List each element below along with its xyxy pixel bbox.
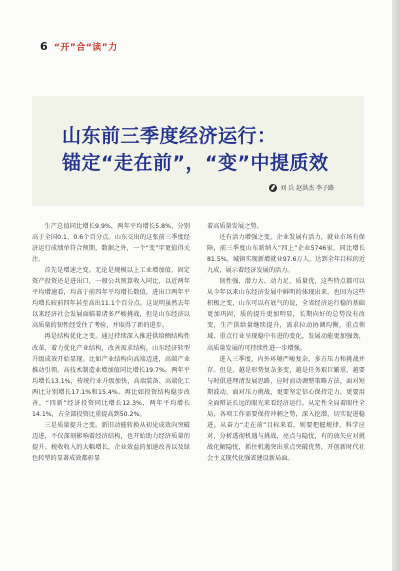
page-spine-shadow <box>392 0 400 571</box>
article-title-line1: 山东前三季度经济运行： <box>62 125 277 147</box>
page-number: 6 <box>40 40 48 53</box>
pen-icon <box>269 184 277 192</box>
article-title-line2: 锚定“走在前”，“变”中提质效 <box>62 152 329 174</box>
paragraph: 首先是增速之变。无论是规模以上工业增加值、固定资产投资还是进出口，一般公共预算收入同比，以近两年平均增速看，均高于前四年平均增长数值，进出口两年平均增长较前四年甚至高出11.1个百分点。这说明虽然去年以来经济社会发展面临着诸多严峻挑战，但是山东经济以高质量的韧性经受住了考验，并取得了新的进步。 <box>32 267 190 330</box>
title-block <box>32 96 364 206</box>
paragraph: 三是质量提升之变。新旧动能转换从初见成效向突破迈进，不仅深刻影响着经济结构，也开始助力经济质量的提升。税收收入的大幅增长，企业效益的加速改善以及绿色转型的显著成效都彰显 <box>32 421 190 462</box>
paragraph: 再是结构优化之变。通过持续深入推进供给侧结构性改革，着力优化产业结构，改善需求结构，山东经济转型升级成效开始显现。比如产业结构向高端迈进，高端产业推动引领，高技术制造业增加值同比增长19.7%，两年平均增长13.1%，传统行业升级加快，高端装备、高端化工两比分别增长17.1%和15.4%。再比如投资结构稳步改善，“四新”经济投资同比增长12.3%，两年平均增长14.1%，占全部投资比重提高到50.2%。 <box>32 333 190 418</box>
section-tag: “开”合“读”力 <box>54 43 118 53</box>
byline-authors: 刘 兵 赵洪杰 李子路 <box>280 185 334 192</box>
paragraph: 进入三季度，内外环境严峻复杂，多方压力和挑战并存。但是，越是形势复杂多变，越是任务艰巨繁重，越要与时俱进理清发展思路，应时而动调整策略方法，面对短期波动，面对压力挑战，更要坚定信心保持定力，更要用全面辩证长远的眼光来看经济运行。从定性全局着眼往全局，各项工作需要保持冲刺之势，深入挖潜，切实促进稳进。从奋力“走在前”目标来看，则要把握规律、科学应对，分析透彻机遇与挑战，亮点与隐忧，有的放矢应对挑战化解隐忧，抓住机遇突出重点突破优势，开创新时代社会主义现代化强省建设新局面。 <box>207 355 365 462</box>
paragraph: 韧性强、潜力大、动力足、质量优，这些特点都可以从今年以来山东经济发展中鲜明的体现出来。也因为这些积极之变，山东可以有底气的说，全省经济运行稳的基础更加巩固，质的提升更加明显，长期向好的总势没有改变，生产供给量继续提升，需求拉动协调均衡，重点领域、重点行业呈现稳中有进的变化，发展动能更加强劲，高质量发展的可持续性进一步增强。 <box>207 278 365 352</box>
paragraph-continued: 着高质量发展之势。 <box>207 223 263 230</box>
body-column-right <box>207 221 365 464</box>
paragraph: 生产总值同比增长9.9%，两年平均增长5.8%，分别高于全国0.1、0.6个百分点。山东交出的这张前三季度经济运行成绩单符合预期，数据之外，一个“变”字更值得关注。 <box>32 223 190 264</box>
body-column-left <box>32 221 190 464</box>
paragraph: 还有活力增强之变。企业发展有活力，就业市场有保障，前三季度山东新纳入“四上”企业5746家，同比增长81.5%，城镇实现新增就业97.6万人，达到全年目标的近九成，展示着经济发展的活力。 <box>207 234 365 275</box>
byline <box>269 183 334 192</box>
